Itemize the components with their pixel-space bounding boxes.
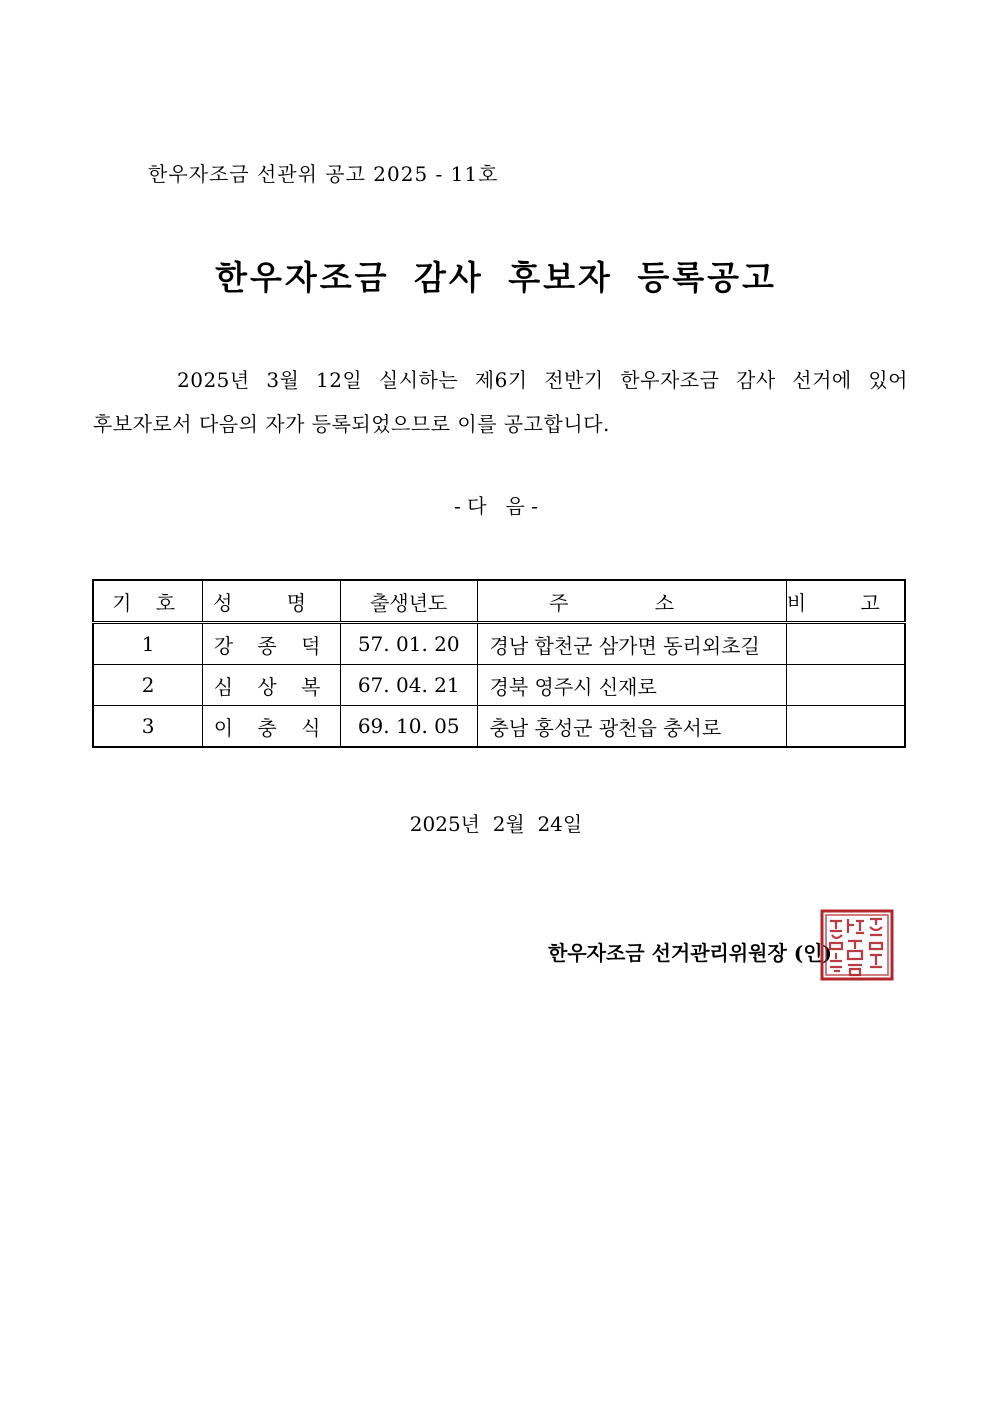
cell-note	[786, 623, 905, 665]
table-row	[93, 665, 905, 706]
cell-number: 3	[93, 706, 203, 748]
cell-address: 충남 홍성군 광천읍 충서로	[477, 706, 786, 748]
body-line-2: 후보자로서 다음의 자가 등록되었으므로 이를 공고합니다.	[93, 412, 610, 436]
header-birth-year: 출생년도	[340, 580, 477, 623]
notice-number: 한우자조금 선관위 공고 2025 - 11호	[148, 162, 499, 186]
page-title: 한우자조금 감사 후보자 등록공고	[215, 258, 777, 297]
header-address: 주 소	[477, 580, 786, 623]
cell-name: 이 충 식	[203, 706, 341, 748]
table-row	[93, 706, 905, 748]
cell-note	[786, 706, 905, 748]
header-name: 성 명	[203, 580, 341, 623]
cell-name: 강 종 덕	[203, 623, 341, 665]
cell-address: 경남 합천군 삼가면 동리외초길	[477, 623, 786, 665]
cell-birth: 57. 01. 20	[340, 623, 477, 665]
cell-number: 2	[93, 665, 203, 706]
body-line-1: 2025년 3월 12일 실시하는 제6기 전반기 한우자조금 감사 선거에 있어	[177, 368, 908, 392]
cell-note	[786, 665, 905, 706]
table-header-row	[93, 580, 905, 623]
cell-name: 심 상 복	[203, 665, 341, 706]
cell-birth: 67. 04. 21	[340, 665, 477, 706]
sub-heading: - 다 음 -	[454, 494, 538, 518]
cell-birth: 69. 10. 05	[340, 706, 477, 748]
header-note: 비 고	[786, 580, 905, 623]
official-seal-icon	[820, 909, 894, 981]
candidate-table	[92, 579, 906, 748]
announcement-date: 2025년 2월 24일	[409, 812, 583, 836]
header-number: 기 호	[93, 580, 203, 623]
announcement-body	[93, 358, 908, 446]
cell-number: 1	[93, 623, 203, 665]
signer-title: 한우자조금 선거관리위원장 (인)	[548, 941, 833, 965]
table-row	[93, 623, 905, 665]
cell-address: 경북 영주시 신재로	[477, 665, 786, 706]
